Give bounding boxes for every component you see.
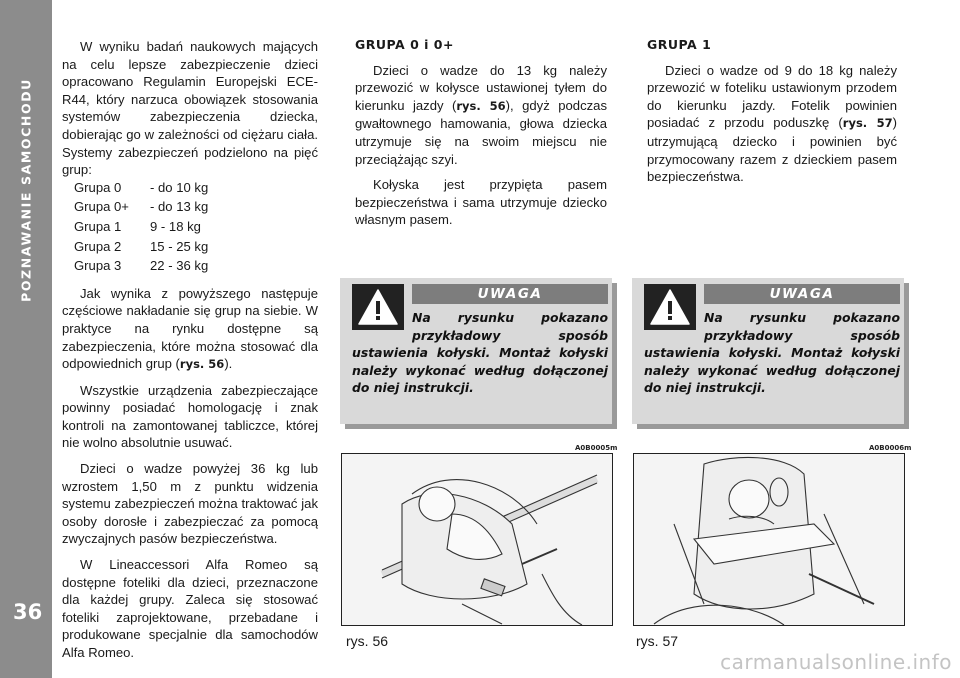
cradle-paragraph: Kołyska jest przypięta pasem bezpieczeństwa i sama utrzymuje dziecko własnym pasem.: [355, 177, 607, 228]
warning-box: [340, 278, 612, 424]
figure-reference: rys. 56: [179, 357, 225, 372]
group1-heading: GRUPA 1: [647, 37, 712, 52]
weight-groups-table: [74, 179, 208, 277]
group-weight: - do 10 kg: [150, 179, 209, 195]
group1-text-end: ) utrzymującą dziecko i powinien być przymocowany razem z dzieckiem pasem bezpieczeństwa.: [647, 115, 897, 185]
figure-57-child-seat-illustration: [633, 453, 905, 626]
column-right: [647, 36, 897, 186]
overlap-paragraph: [62, 285, 318, 374]
warning-label: UWAGA: [412, 284, 608, 304]
figure-caption: rys. 56: [346, 633, 389, 649]
warning-text: Na rysunku pokazano przykładowy sposób ustawienia kołyski. Montaż kołyski należy wykonać według dołączonej do niej instrukcji.: [352, 310, 608, 396]
figure-reference: rys. 56: [456, 98, 506, 113]
column-middle: [355, 36, 607, 229]
intro-paragraph: W wyniku badań naukowych mających na celu lepsze zabezpieczenie dzieci opracowano Regulamin Europejski ECE-R44, który narzuca obowiązek stosowania systemów zabezpieczenia dziecka, dobierając go w zależności od ciężaru ciała. Systemy zabezpieczeń podzielono na pięć grup:: [62, 39, 318, 178]
table-row: [74, 257, 208, 277]
figure-56-cradle-illustration: [341, 453, 613, 626]
warning-label: UWAGA: [704, 284, 900, 304]
adults-paragraph: Dzieci o wadze powyżej 36 kg lub wzrostem 1,50 m z punktu widzenia systemu zabezpieczeń można traktować jak osoby dorosłe i zabezpieczać za pomocą zwyczajnych pasów bezpieczeństwa.: [62, 461, 318, 547]
group-name: Grupa 0: [74, 179, 122, 195]
group0-heading: GRUPA 0 i 0+: [355, 37, 454, 52]
table-row: [74, 179, 208, 199]
group-weight: 22 - 36 kg: [150, 258, 209, 274]
table-row: [74, 198, 208, 218]
group0-text-end: ), gdyż podczas gwałtownego hamowania, głowa dziecka utrzymuje się na swoim miejscu nie przeciążając szyi.: [355, 97, 608, 167]
watermark: carmanualsonline.info: [720, 650, 952, 674]
group-name: Grupa 3: [74, 258, 122, 274]
lineaccessori-paragraph: W Lineaccessori Alfa Romeo są dostępne foteliki dla dzieci, przeznaczone dla każdej grupy. Zaleca się stosować foteliki zaprojektowane, przebadane i produkowane specjalnie dla samochodów Alfa Romeo.: [62, 557, 318, 660]
group-weight: - do 13 kg: [150, 199, 209, 215]
figure-code: A0B0006m: [869, 444, 912, 452]
group-name: Grupa 2: [74, 238, 122, 254]
section-title: POZNAWANIE SAMOCHODU: [18, 78, 34, 302]
warning-text: Na rysunku pokazano przykładowy sposób ustawienia kołyski. Montaż kołyski należy wykonać według dołączonej do niej instrukcji.: [644, 310, 900, 396]
group-weight: 9 - 18 kg: [150, 218, 201, 234]
column-left: [62, 38, 318, 662]
sidebar: [0, 0, 52, 678]
warning-box: [632, 278, 904, 424]
group0-paragraph: [355, 62, 607, 169]
group-name: Grupa 0+: [74, 199, 129, 215]
group-name: Grupa 1: [74, 218, 122, 234]
overlap-text-end: ).: [224, 356, 233, 372]
homologation-paragraph: Wszystkie urządzenia zabezpieczające powinny posiadać homologację i znak kontroli na zamontowanej tabliczce, której nie wolno absolutnie usuwać.: [62, 382, 318, 451]
figure-caption: rys. 57: [636, 633, 679, 649]
table-row: [74, 238, 208, 258]
overlap-text: Jak wynika z powyższego następuje częściowe nakładanie się grup na siebie. W praktyce na rynku dostępne są zabezpieczenia, które można stosować dla odpowiednich grup (: [62, 285, 318, 372]
group-weight: 15 - 25 kg: [150, 238, 209, 254]
group1-text: Dzieci o wadze od 9 do 18 kg należy przewozić w foteliku ustawionym przodem do kierunku jazdy. Fotelik powinien posiadać z przodu poduszkę (: [647, 62, 897, 131]
group1-paragraph: [647, 62, 897, 186]
figure-reference: rys. 57: [842, 116, 893, 131]
figure-code: A0B0005m: [575, 444, 618, 452]
group0-text: Dzieci o wadze do 13 kg należy przewozić w kołysce ustawionej tyłem do kierunku jazdy (: [355, 62, 607, 113]
table-row: [74, 218, 208, 238]
page-number: 36: [13, 600, 43, 624]
